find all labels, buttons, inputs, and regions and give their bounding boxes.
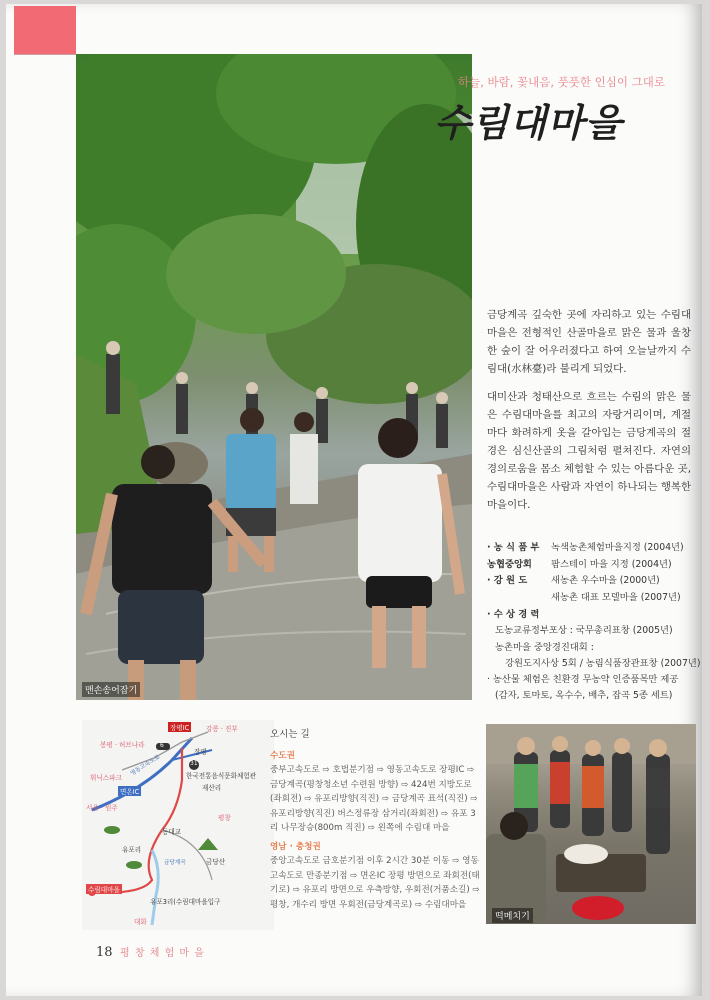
rice-cake-scene <box>486 724 696 924</box>
photo-caption: 떡메치기 <box>492 908 533 923</box>
map-label-hanguk: 한국전통음식문화체험관 <box>186 772 257 780</box>
page-number: 18 <box>96 945 113 960</box>
map-label-yupo3ri: 유포3리(수림대마을입구 <box>150 898 221 906</box>
map-label-gangneung: 강릉 · 진부 <box>206 725 238 733</box>
stream-scene <box>76 54 472 700</box>
awards-heading: · 수 상 경 력 <box>487 609 540 620</box>
directions-section-yeongnam <box>270 840 482 912</box>
map-label-surimdae: 수림대마을 <box>88 886 120 894</box>
tab-divider <box>14 54 76 55</box>
designation-key: 농협중앙회 <box>487 558 532 570</box>
map-label-yupo: 유포리 <box>122 846 142 854</box>
directions-heading: 영남 · 충청권 <box>270 842 321 852</box>
designation-value: 팜스테이 마을 지정 (2004년) <box>551 558 672 570</box>
award-line: 도농교류정부포상 : 국무총리표창 (2005년) <box>495 625 673 637</box>
directions-text: 중부고속도로 ⇨ 호법분기점 ⇨ 영동고속도로 장평IC ⇨ 금당계곡(평창청소년 수련원 방향) ⇨ 424번 지방도로(좌회전) ⇨ 유포리방향(직진) ⇨ 금당계곡 표석(직진) ⇨ 유포리방향(직진) 버스정류장 삼거리(좌회전) ⇨ 유포 3리 나무장승(800m 직진) ⇨ 왼쪽에 수림대 마을 <box>270 765 478 834</box>
map-label-jangpyeong-ic: 장평IC <box>170 724 190 732</box>
directions-title: 오시는 길 <box>270 729 310 740</box>
page-title: 수림대마을 <box>434 100 623 145</box>
location-map <box>82 720 274 930</box>
designation-value: 녹색농촌체험마을지정 (2004년) <box>551 542 684 553</box>
map-label-road-6: 6 <box>160 742 164 749</box>
map-label-daehwa: 대화 <box>134 918 147 926</box>
map-label-jangpyeong: 장평 <box>194 748 207 756</box>
intro-paragraph-2: 대미산과 청태산으로 흐르는 수림의 맑은 물은 수림대마을를 최고의 자랑거리이며, 계절마다 화려하게 옷을 갈아입는 금당계곡의 절경은 심신산골의 그림처럼 펼쳐진다. 자연의 경의로움을 몸소 체험할 수 있는 아름다운 곳, 수림대마을은 사람과 자연이 하나되는 행복한 마을이다. <box>487 391 691 511</box>
designation-key: · 농 식 품 부 <box>487 542 540 553</box>
intro-paragraph-1: 금당계곡 깊숙한 곳에 자리하고 있는 수림대마을은 전형적인 산골마을로 맑은 물과 울창한 숲이 잘 어우러졌다고 하여 오늘날까지 수림대(水林臺)라 불리게 되었다. <box>487 309 691 375</box>
magazine-page <box>6 4 702 996</box>
page-subtitle: 하늘, 바람, 꽃내음, 풋풋한 인심이 그대로 <box>458 75 665 89</box>
map-label-phoenix-park: 휘닉스파크 <box>90 774 122 782</box>
map-label-geumdang-valley: 금당계곡 <box>164 860 186 866</box>
color-tab <box>14 6 76 54</box>
map-label-myeonon-ic: 면온IC <box>120 788 140 796</box>
award-line: 농촌마을 중앙경진대회 : <box>495 641 594 653</box>
products-heading: · 농산물 체험은 친환경 무농약 인증품목만 제공 <box>487 674 679 686</box>
designation-value: 새농촌 우수마을 (2000년) <box>551 575 660 586</box>
map-label-jaesan: 재산리 <box>202 784 222 792</box>
photo-caption: 맨손송어잡기 <box>82 682 140 697</box>
designation-row <box>487 557 697 574</box>
footer-title: 평 창 체 험 마 을 <box>120 948 205 959</box>
directions-heading: 수도권 <box>270 751 295 761</box>
directions-section-capital <box>270 749 482 835</box>
products-list: (감자, 토마토, 옥수수, 배추, 잡곡 5종 세트) <box>495 690 673 702</box>
designation-row <box>487 573 697 590</box>
map-label-dongdaegyo: 동대교 <box>162 828 182 836</box>
rice-cake-photo <box>486 724 696 924</box>
designations-list <box>487 540 697 606</box>
map-label-pyeongchang: 평창 <box>218 814 231 822</box>
award-line: 강원도지사상 5회 / 농림식품장관표창 (2007년) <box>505 657 701 669</box>
map-label-seoul: 서울 · 원주 <box>86 804 118 812</box>
designation-row <box>487 540 697 557</box>
main-photo-stream-fishing <box>76 54 472 700</box>
map-label-bongpyeong: 봉평 · 허브나라 <box>100 741 145 749</box>
awards-list <box>487 607 701 705</box>
map-label-expressway: 영동고속도로 <box>129 754 162 778</box>
designation-extra: 새농촌 대표 모델마을 (2007년) <box>551 591 681 603</box>
page-footer <box>96 944 205 960</box>
designation-key: · 강 원 도 <box>487 575 528 586</box>
map-label-road-31: 31 <box>190 760 198 767</box>
directions-text: 중앙고속도로 금호분기점 이후 2시간 30분 이동 ⇨ 영동고속도로 만종분기점 ⇨ 면온IC 장평 방면으로 좌회전(태기로) ⇨ 유포리 방면으로 우측방향, 우회전(거품소길) ⇨ 평창, 개수리 방면 우회전(금당계곡로) ⇨ 수림대마을 <box>270 856 480 910</box>
map-label-geumdangsan: 금당산 <box>206 858 226 866</box>
